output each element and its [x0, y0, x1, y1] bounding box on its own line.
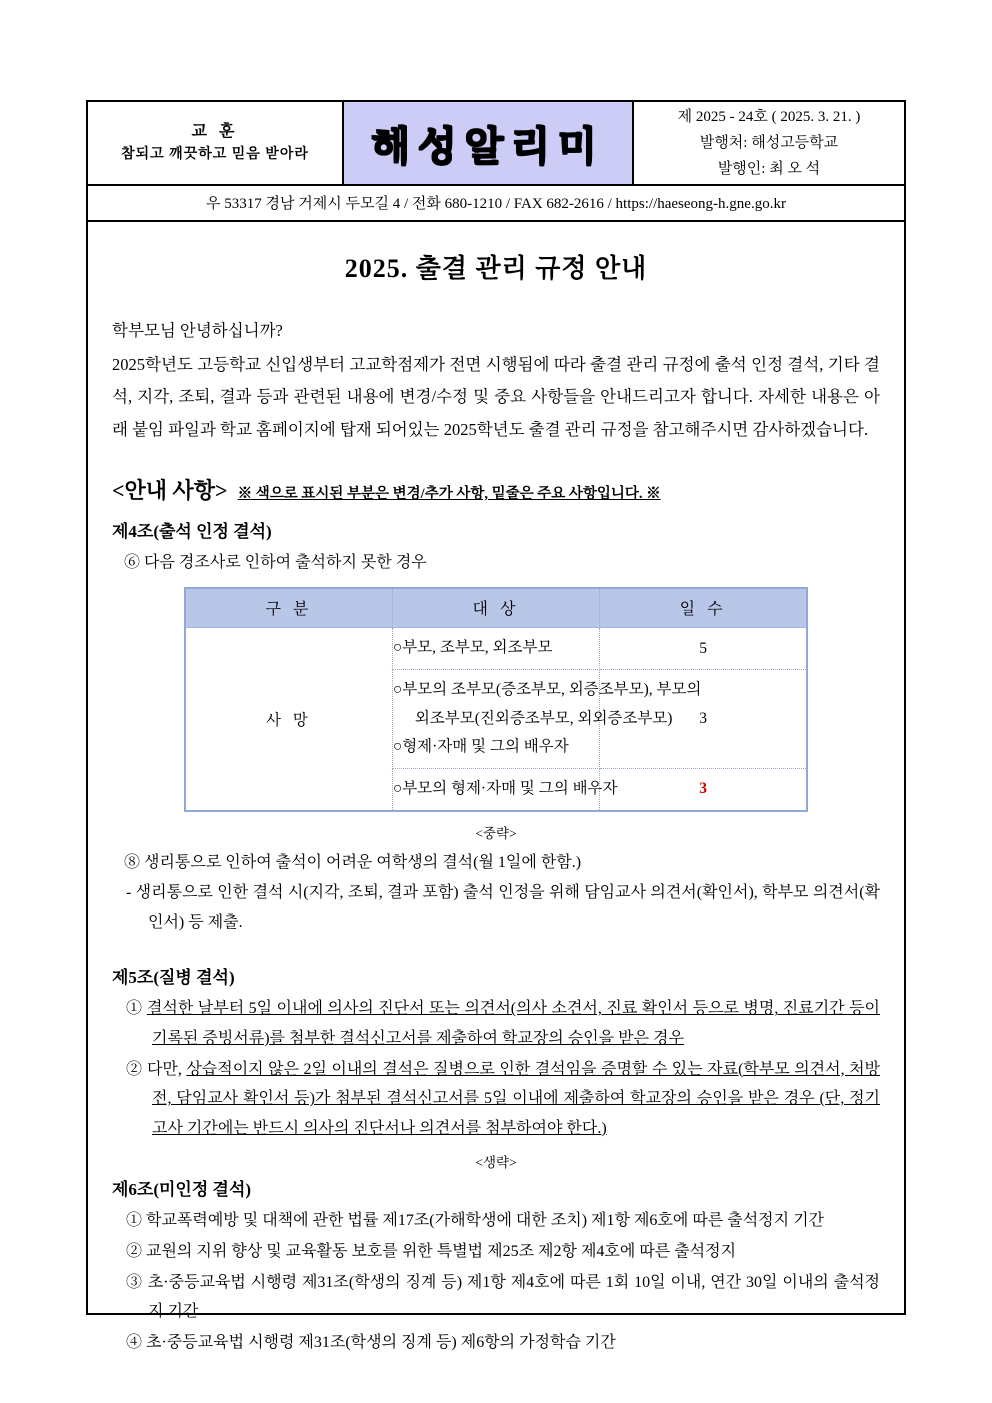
intro-paragraph: 2025학년도 고등학교 신입생부터 고교학점제가 전면 시행됨에 따라 출결 관리 규정에 출석 인정 결석, 기타 결석, 지각, 조퇴, 결과 등과 관련된 내용에 변경/수정 및 중요 사항들을 안내드리고자 합니다. 자세한 내용은 아래 붙임 파일과 학교 홈페이지에 탑재 되어있는 2025학년도 출결 관리 규정을 참고해주시면 감사하겠습니다. [112, 355, 880, 439]
clause-text: 상습적이지 않은 2일 이내의 결석은 질병으로 인한 결석임을 증명할 수 있는 자료(학부모 의견서, 처방전, 담임교사 확인서 등)가 첨부된 결석신고서를 5일 이내에 제출하여 학교장의 승인을 받은 경우 (단, 정기고사 기간에는 반드시 의사의 진단서나 의견서를 첨부하여야 한다.) [152, 1060, 880, 1137]
article-6-clause-2: ② 교원의 지위 향상 및 교육활동 보호를 위한 특별법 제25조 제2항 제4호에 따른 출석정지 [126, 1242, 737, 1260]
article-6-clause-4: ④ 초·중등교육법 시행령 제31조(학생의 징계 등) 제6항의 가정학습 기간 [126, 1333, 616, 1351]
target-line: ○형제·자매 및 그의 배우자 [392, 738, 569, 756]
school-address-line: 우 53317 경남 거제시 두모길 4 / 전화 680-1210 / FAX 682-2616 / https://haeseong-h.gne.go.kr [88, 186, 904, 222]
article-5-title: 제5조(질병 결석) [112, 968, 235, 988]
bereavement-table-wrap [112, 587, 880, 811]
article-6-clause-3: ③ 초·중등교육법 시행령 제31조(학생의 징계 등) 제1항 제4호에 따른 1회 10일 이내, 연간 30일 이내의 출석정지 기간 [126, 1273, 880, 1321]
table-header-target: 대 상 [392, 588, 599, 628]
target-line: ○부모의 형제·자매 및 그의 배우자 [392, 779, 618, 797]
table-cell-category: 사 망 [185, 628, 392, 811]
publisher-person: 발행인: 최 오 석 [717, 161, 821, 178]
newsletter-logo-box [344, 102, 634, 184]
article-4-clause-8: ⑧ 생리통으로 인하여 출석이 어려운 여학생의 결석(월 1일에 한함.) [124, 853, 582, 871]
omission-note-1: <중략> [475, 825, 517, 841]
newsletter-logo-text: 해성알리미 [371, 123, 605, 170]
article-6-title: 제6조(미인정 결석) [112, 1180, 252, 1200]
notice-heading-row [112, 474, 880, 505]
article-4-clause-6: ⑥ 다음 경조사로 인하여 출석하지 못한 경우 [124, 553, 427, 571]
table-header-row [185, 588, 807, 628]
publisher-org: 발행처: 해성고등학교 [699, 134, 839, 151]
issue-info-box [634, 102, 904, 184]
document-body [88, 222, 904, 1357]
article-4-clause-8-sub: - 생리통으로 인한 결석 시(지각, 조퇴, 결과 포함) 출석 인정을 위해 담임교사 의견서(확인서), 학부모 의견서(확인서) 등 제출. [126, 884, 880, 931]
greeting-text: 학부모님 안녕하십니까? [112, 321, 283, 340]
motto-title: 교 훈 [191, 122, 239, 140]
notice-heading: <안내 사항> [112, 477, 228, 503]
table-header-days: 일 수 [600, 588, 807, 628]
table-cell-target [392, 669, 702, 768]
omission-note-2: <생략> [475, 1155, 517, 1171]
table-cell-target [392, 628, 599, 670]
clause-marker: ① [126, 1000, 143, 1018]
clause-text-plain: 다만, [146, 1060, 187, 1078]
article-4-title: 제4조(출석 인정 결석) [112, 521, 272, 541]
notice-subheading: ※ 색으로 표시된 부분은 변경/추가 사항, 밑줄은 주요 사항입니다. ※ [237, 485, 661, 502]
article-5-clause-2 [112, 1055, 880, 1144]
table-cell-days: 3 [600, 669, 807, 768]
page-title: 2025. 출결 관리 규정 안내 [344, 254, 648, 283]
issue-number: 제 2025 - 24호 ( 2025. 3. 21. ) [677, 108, 861, 125]
table-cell-target [392, 768, 618, 810]
target-line: ○부모의 조부모(증조부모, 외증조부모), 부모의 [392, 680, 702, 698]
target-line: 외조부모(진외증조부모, 외외증조부모) [414, 709, 673, 727]
table-cell-days-highlighted: 3 [699, 780, 707, 798]
clause-marker: ② [126, 1060, 143, 1078]
document-frame [86, 100, 906, 1351]
bereavement-leave-table [184, 587, 808, 811]
article-6-clause-1: ① 학교폭력예방 및 대책에 관한 법률 제17조(가해학생에 대한 조치) 제1항 제6호에 따른 출석정지 기간 [126, 1212, 824, 1230]
table-row [185, 628, 807, 670]
article-5-clause-1 [112, 994, 880, 1053]
table-cell-days: 5 [600, 628, 807, 670]
masthead [88, 102, 904, 186]
school-motto-box [88, 102, 344, 184]
clause-text: 결석한 날부터 5일 이내에 의사의 진단서 또는 의견서(의사 소견서, 진료 확인서 등으로 병명, 진료기간 등이 기록된 증빙서류)를 첨부한 결석신고서를 제출하여 학교장의 승인을 받은 경우 [146, 1000, 880, 1048]
target-line: ○부모, 조부모, 외조부모 [392, 639, 553, 657]
table-header-division: 구 분 [185, 588, 392, 628]
motto-text: 참되고 깨끗하고 믿음 받아라 [121, 146, 309, 162]
